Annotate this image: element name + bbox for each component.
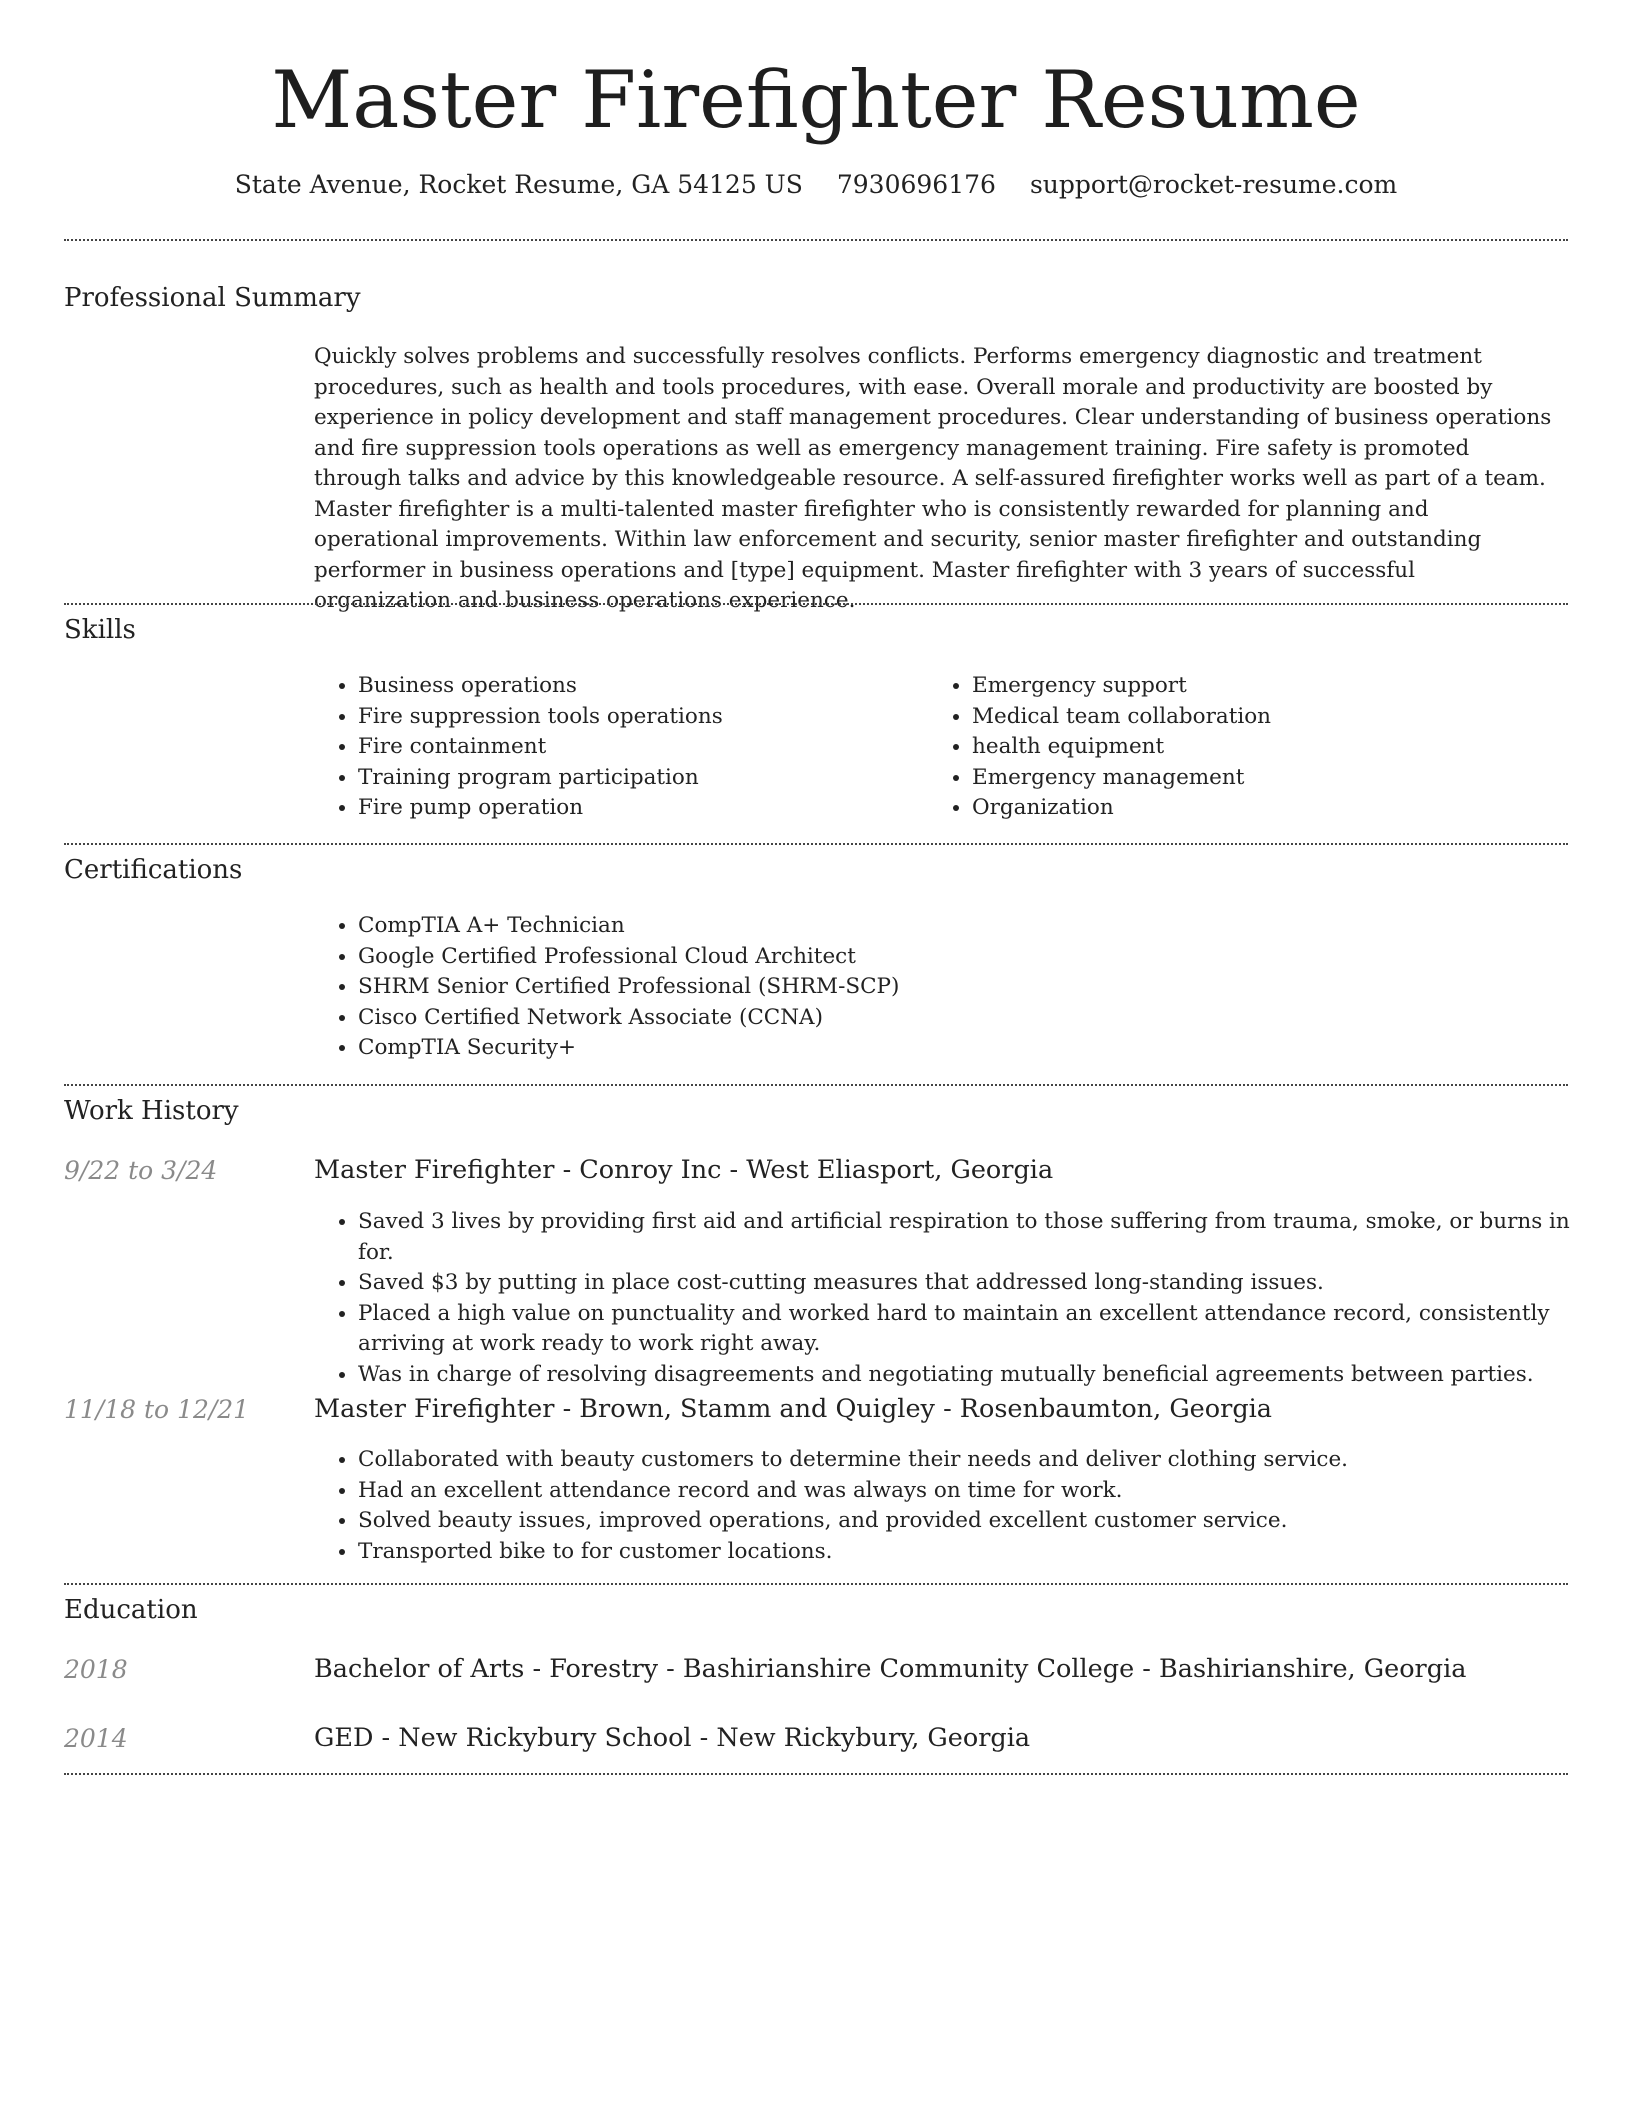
skill-item: • Fire suppression tools operations — [358, 702, 918, 733]
skill-item: • Medical team collaboration — [972, 702, 1572, 733]
job-bullet: • Had an excellent attendance record and was always on time for work. — [358, 1476, 1598, 1507]
separator: - — [729, 1155, 747, 1185]
job-bullet: • Saved $3 by putting in place cost-cutting measures that addressed long-standing issues. — [358, 1268, 1598, 1299]
section-heading-work-history: Work History — [64, 1096, 239, 1126]
section-heading-certifications: Certifications — [64, 855, 243, 885]
education-year: 2014 — [64, 1724, 128, 1753]
education-details: - Forestry - Bashirianshire Community College - Bashirianshire, Georgia — [524, 1654, 1467, 1684]
skill-item: • Training program participation — [358, 763, 918, 794]
job-location: Rosenbaumton, Georgia — [959, 1394, 1272, 1424]
contact-email: support@rocket-resume.com — [1029, 170, 1398, 199]
education-entry — [314, 1723, 1030, 1753]
certifications-list — [314, 911, 1558, 1064]
certification-item: • SHRM Senior Certified Professional (SHRM-SCP) — [358, 972, 1558, 1003]
job-heading — [314, 1394, 1272, 1424]
skill-item: • Emergency management — [972, 763, 1572, 794]
education-degree: GED — [314, 1723, 374, 1753]
job-bullet: • Transported bike to for customer locations. — [358, 1537, 1598, 1568]
skills-list-left — [314, 671, 918, 824]
job-employer: Conroy Inc — [579, 1155, 722, 1185]
certification-item: • CompTIA A+ Technician — [358, 911, 1558, 942]
job-bullet: • Was in charge of resolving disagreements and negotiating mutually beneficial agreements between parties. — [358, 1360, 1598, 1391]
section-heading-summary: Professional Summary — [64, 283, 361, 313]
section-heading-skills: Skills — [64, 615, 136, 645]
section-heading-education: Education — [64, 1595, 198, 1625]
skill-item: • Organization — [972, 793, 1572, 824]
job-dates: 11/18 to 12/21 — [64, 1395, 250, 1424]
job-title: Master Firefighter — [314, 1155, 555, 1185]
summary-text: Quickly solves problems and successfully resolves conflicts. Performs emergency diagnostic and treatment procedures, such as health and tools procedures, with ease. Overall morale and productivity are boosted by experience in policy development and staff management procedures. Clear understanding of business operations and fire suppression tools operations as well as emergency management training. Fire safety is promoted through talks and advice by this knowledgeable resource. A self-assured firefighter works well as part of a team. Master firefighter is a multi-talented master firefighter who is consistently rewarded for planning and operational improvements. Within law enforcement and security, senior master firefighter and outstanding performer in business operations and [type] equipment. Master firefighter with 3 years of successful organization and business operations experience. — [314, 344, 1552, 613]
divider — [64, 843, 1568, 845]
job-bullet: • Solved beauty issues, improved operations, and provided excellent customer service. — [358, 1506, 1598, 1537]
job-bullet: • Saved 3 lives by providing first aid and artificial respiration to those suffering from trauma, smoke, or burns in for. — [358, 1207, 1598, 1268]
skills-list-right — [928, 671, 1572, 824]
skill-item: • Business operations — [358, 671, 918, 702]
contact-line — [0, 170, 1632, 199]
separator: - — [943, 1394, 960, 1424]
job-bullets — [314, 1445, 1598, 1567]
job-dates: 9/22 to 3/24 — [64, 1156, 218, 1185]
education-details: - New Rickybury School - New Rickybury, Georgia — [373, 1723, 1031, 1753]
skill-item: • health equipment — [972, 732, 1572, 763]
certification-item: • Cisco Certified Network Associate (CCNA) — [358, 1003, 1558, 1034]
job-bullet: • Collaborated with beauty customers to determine their needs and deliver clothing service. — [358, 1445, 1598, 1476]
job-heading — [314, 1155, 1053, 1185]
education-year: 2018 — [64, 1655, 128, 1684]
contact-address: State Avenue, Rocket Resume, GA 54125 US — [234, 170, 803, 199]
resume-title: Master Firefighter Resume — [271, 54, 1361, 146]
divider — [64, 1773, 1568, 1775]
skill-item: • Emergency support — [972, 671, 1572, 702]
job-employer: Brown, Stamm and Quigley — [579, 1394, 935, 1424]
divider — [64, 1583, 1568, 1585]
job-title: Master Firefighter — [314, 1394, 555, 1424]
skill-item: • Fire pump operation — [358, 793, 918, 824]
job-location: West Eliasport, Georgia — [746, 1155, 1054, 1185]
separator: - — [562, 1394, 580, 1424]
divider — [64, 1084, 1568, 1086]
skill-item: • Fire containment — [358, 732, 918, 763]
certification-item: • Google Certified Professional Cloud Architect — [358, 942, 1558, 973]
contact-phone: 7930696176 — [836, 170, 996, 199]
divider — [64, 239, 1568, 241]
certification-item: • CompTIA Security+ — [358, 1033, 1558, 1064]
job-bullets — [314, 1207, 1598, 1390]
education-degree: Bachelor of Arts — [314, 1654, 525, 1684]
divider — [64, 603, 1568, 605]
separator: - — [562, 1155, 580, 1185]
education-entry — [314, 1654, 1466, 1684]
job-bullet: • Placed a high value on punctuality and worked hard to maintain an excellent attendance record, consistently arriving at work ready to work right away. — [358, 1299, 1598, 1360]
